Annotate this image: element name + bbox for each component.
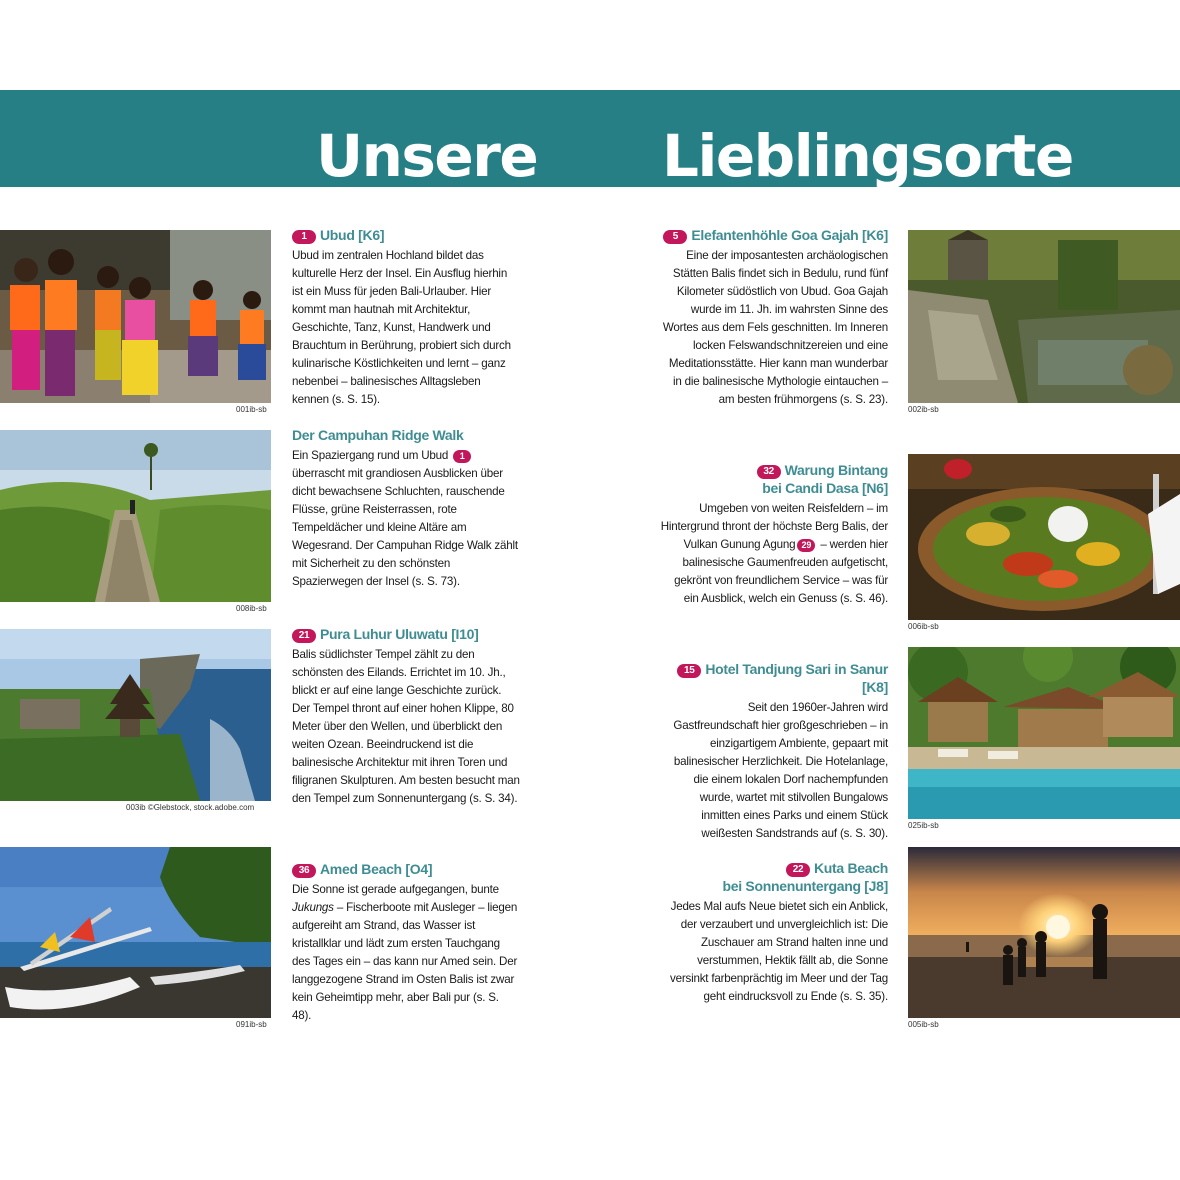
heading-text: Warung Bintang bbox=[784, 462, 888, 478]
campuhan-ridge-photo bbox=[0, 430, 271, 602]
entry-heading: Der Campuhan Ridge Walk bbox=[292, 427, 464, 443]
entry-heading bbox=[660, 461, 888, 497]
text-part: Umgeben von weiten Reisfeldern – im Hintergrund thront der höchste Berg Balis, der Vulkan Gunung Agung bbox=[660, 502, 888, 551]
heading-text: bei Sonnenuntergang [J8] bbox=[722, 878, 888, 894]
entry-heading bbox=[660, 859, 888, 895]
map-number-badge: 1 bbox=[453, 450, 471, 463]
text-part: – Fischerboote mit Ausleger – liegen aufgereiht am Strand, das Wasser ist kristallklar und lädt zum ersten Tauchgang des Tages ein – das kann nur Amed sein. Der langgezogene Strand im Osten Balis ist zwar kein Geheimtipp mehr, aber Bali pur (s. S. 48). bbox=[292, 901, 518, 1022]
text-part: überrascht mit grandiosen Ausblicken über dicht bewachsene Schluchten, rauschende Flüsse, grüne Reisterrassen, rote Tempeldächer und kleine Altäre am Wegesrand. Der Campuhan Ridge Walk zählt mit Sicherheit zu den schönsten Spazierwegen der Insel (s. S. 73). bbox=[292, 467, 518, 588]
photo-credit: 006ib-sb bbox=[908, 622, 939, 631]
entry-kuta-beach bbox=[660, 859, 888, 1006]
photo-credit: 008ib-sb bbox=[236, 604, 267, 613]
entry-ubud bbox=[292, 226, 520, 409]
map-number-badge: 29 bbox=[797, 539, 815, 552]
entry-amed bbox=[292, 860, 520, 1025]
entry-text: Eine der imposantesten archäologischen Stätten Balis findet sich in Bedulu, rund fünf Kilometer südöstlich von Ubud. Goa Gajah wurde im 11. Jh. im wahrsten Sinne des Wortes aus dem Fels geschnitten. Im Inneren locken Felswandschnitzereien und eine Meditationsstätte. Hier kann man wunderbar in die balinesische Mythologie eintauchen – am besten frühmorgens (s. S. 23). bbox=[662, 249, 888, 406]
entry-text: Seit den 1960er-Jahren wird Gastfreundschaft hier großgeschrieben – in einzigartigem Ambiente, gepaart mit balinesischer Herzlichkeit. Die Hotelanlage, die einem lokalen Dorf nachempfunden wurde, wartet mit stilvollen Bungalows inmitten eines Parks und einem Stück weißesten Sandstrands auf (s. S. 30). bbox=[673, 701, 888, 840]
entry-heading bbox=[292, 226, 520, 244]
entry-heading bbox=[292, 860, 520, 878]
map-number-badge: 5 bbox=[663, 230, 687, 244]
photo-credit: 002ib-sb bbox=[908, 405, 939, 414]
map-number-badge: 15 bbox=[677, 664, 701, 678]
entry-text: Ubud im zentralen Hochland bildet das kulturelle Herz der Insel. Ein Ausflug hierhin ist ein Muss für jeden Bali-Urlauber. Hier kommt man hautnah mit Architektur, Geschichte, Tanz, Kunst, Handwerk und Brauchtum in Berührung, probiert sich durch kulinarische Köstlichkeiten und lernt – ganz nebenbei – balinesisches Alltagsleben kennen (s. S. 15). bbox=[292, 249, 511, 406]
map-number-badge: 22 bbox=[786, 863, 810, 877]
entry-heading bbox=[660, 660, 888, 696]
ubud-dancers-photo bbox=[0, 230, 271, 403]
entry-tandjung-sari bbox=[660, 660, 888, 843]
photo-credit: 091ib-sb bbox=[236, 1020, 267, 1029]
photo-credit: 025ib-sb bbox=[908, 821, 939, 830]
warung-food-photo bbox=[908, 454, 1180, 620]
photo-credit: 003ib ©Glebstock, stock.adobe.com bbox=[126, 803, 255, 812]
entry-text: Balis südlichster Tempel zählt zu den schönsten des Eilands. Errichtet im 10. Jh., blickt er auf eine lange Geschichte zurück. Der Tempel thront auf einer hohen Klippe, 80 Meter über den Wellen, und überblickt den weiten Ozean. Beeindruckend ist die balinesische Architektur mit ihren Toren und filigranen Skulpturen. Am besten besucht man den Tempel zum Sonnenuntergang (s. S. 34). bbox=[292, 648, 520, 805]
text-part: – werden hier balinesische Gaumenfreuden aufgetischt, gekrönt von freundlichem Service – was für ein Ausblick, welch ein Genuss (s. S. 46). bbox=[674, 538, 888, 605]
entry-text bbox=[660, 500, 888, 608]
uluwatu-temple-photo bbox=[0, 629, 271, 801]
entry-goa-gajah bbox=[660, 226, 888, 409]
text-part: Ein Spaziergang rund um Ubud bbox=[292, 449, 449, 462]
kuta-sunset-photo bbox=[908, 847, 1180, 1018]
heading-text: Elefantenhöhle Goa Gajah [K6] bbox=[691, 227, 888, 243]
entry-heading bbox=[292, 625, 520, 643]
hotel-pool-photo bbox=[908, 647, 1180, 819]
map-number-badge: 36 bbox=[292, 864, 316, 878]
heading-text: bei Candi Dasa [N6] bbox=[762, 480, 888, 496]
map-number-badge: 32 bbox=[757, 465, 781, 479]
map-number-badge: 1 bbox=[292, 230, 316, 244]
map-number-badge: 21 bbox=[292, 629, 316, 643]
heading-text: Hotel Tandjung Sari in Sanur [K8] bbox=[705, 661, 888, 695]
entry-text bbox=[292, 881, 520, 1025]
title-left: Unsere bbox=[316, 122, 538, 190]
photo-credit: 001ib-sb bbox=[236, 405, 267, 414]
entry-text: Jedes Mal aufs Neue bietet sich ein Anblick, der verzaubert und unvergleichlich ist: Die Zuschauer am Strand halten inne und verstummen, Hektik fällt ab, die Sonne versinkt farbenprächtig im Meer und der Tag geht eindrucksvoll zu Ende (s. S. 35). bbox=[669, 900, 888, 1003]
entry-heading bbox=[660, 226, 888, 244]
photo-credit: 005ib-sb bbox=[908, 1020, 939, 1029]
heading-text: Pura Luhur Uluwatu [I10] bbox=[320, 626, 479, 642]
entry-warung-bintang bbox=[660, 461, 888, 608]
entry-text bbox=[292, 447, 520, 591]
heading-text: Ubud [K6] bbox=[320, 227, 385, 243]
amed-beach-photo bbox=[0, 847, 271, 1018]
heading-text: Amed Beach [O4] bbox=[320, 861, 433, 877]
entry-uluwatu bbox=[292, 625, 520, 808]
title-right: Lieblingsorte bbox=[662, 122, 1073, 190]
goa-gajah-photo bbox=[908, 230, 1180, 403]
text-part: Die Sonne ist gerade aufgegangen, bunte bbox=[292, 883, 499, 896]
heading-text: Kuta Beach bbox=[813, 860, 888, 876]
entry-campuhan bbox=[292, 426, 520, 591]
italic-term: Jukungs bbox=[292, 901, 334, 914]
